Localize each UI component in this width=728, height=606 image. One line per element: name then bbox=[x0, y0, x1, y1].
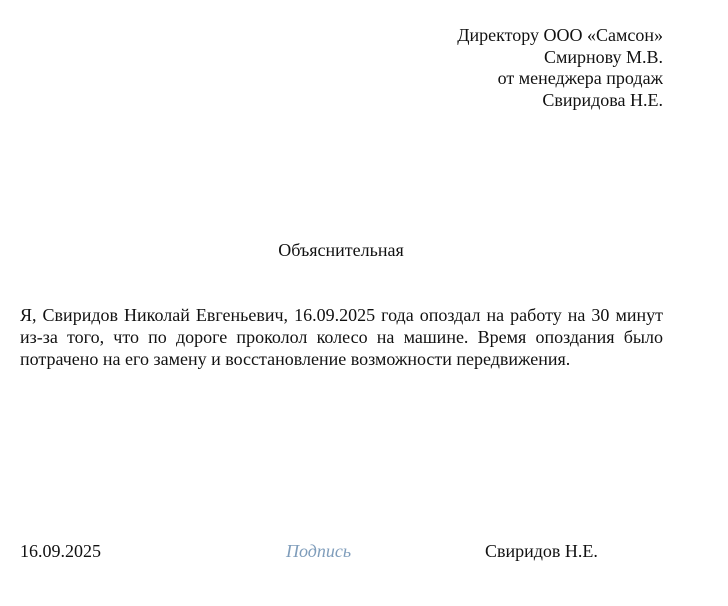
addressee-block bbox=[457, 25, 663, 111]
document-body: Я, Свиридов Николай Евгеньевич, 16.09.2025 года опоздал на работу на 30 минут из-за того, что по дороге проколол колесо на машине. Время опоздания было потрачено на его замену и восстановление возможности передвижения. bbox=[20, 305, 663, 369]
sender-position: от менеджера продаж bbox=[497, 68, 663, 88]
addressee-position: Директору ООО «Самсон» bbox=[457, 25, 663, 45]
footer-name: Свиридов Н.Е. bbox=[485, 541, 598, 561]
signature-placeholder: Подпись bbox=[286, 541, 352, 561]
addressee-name: Смирнову М.В. bbox=[543, 46, 663, 67]
footer-date: 16.09.2025 bbox=[20, 541, 101, 561]
sender-name: Свиридова Н.Е. bbox=[542, 89, 663, 110]
document-title: Объяснительная bbox=[278, 240, 404, 260]
